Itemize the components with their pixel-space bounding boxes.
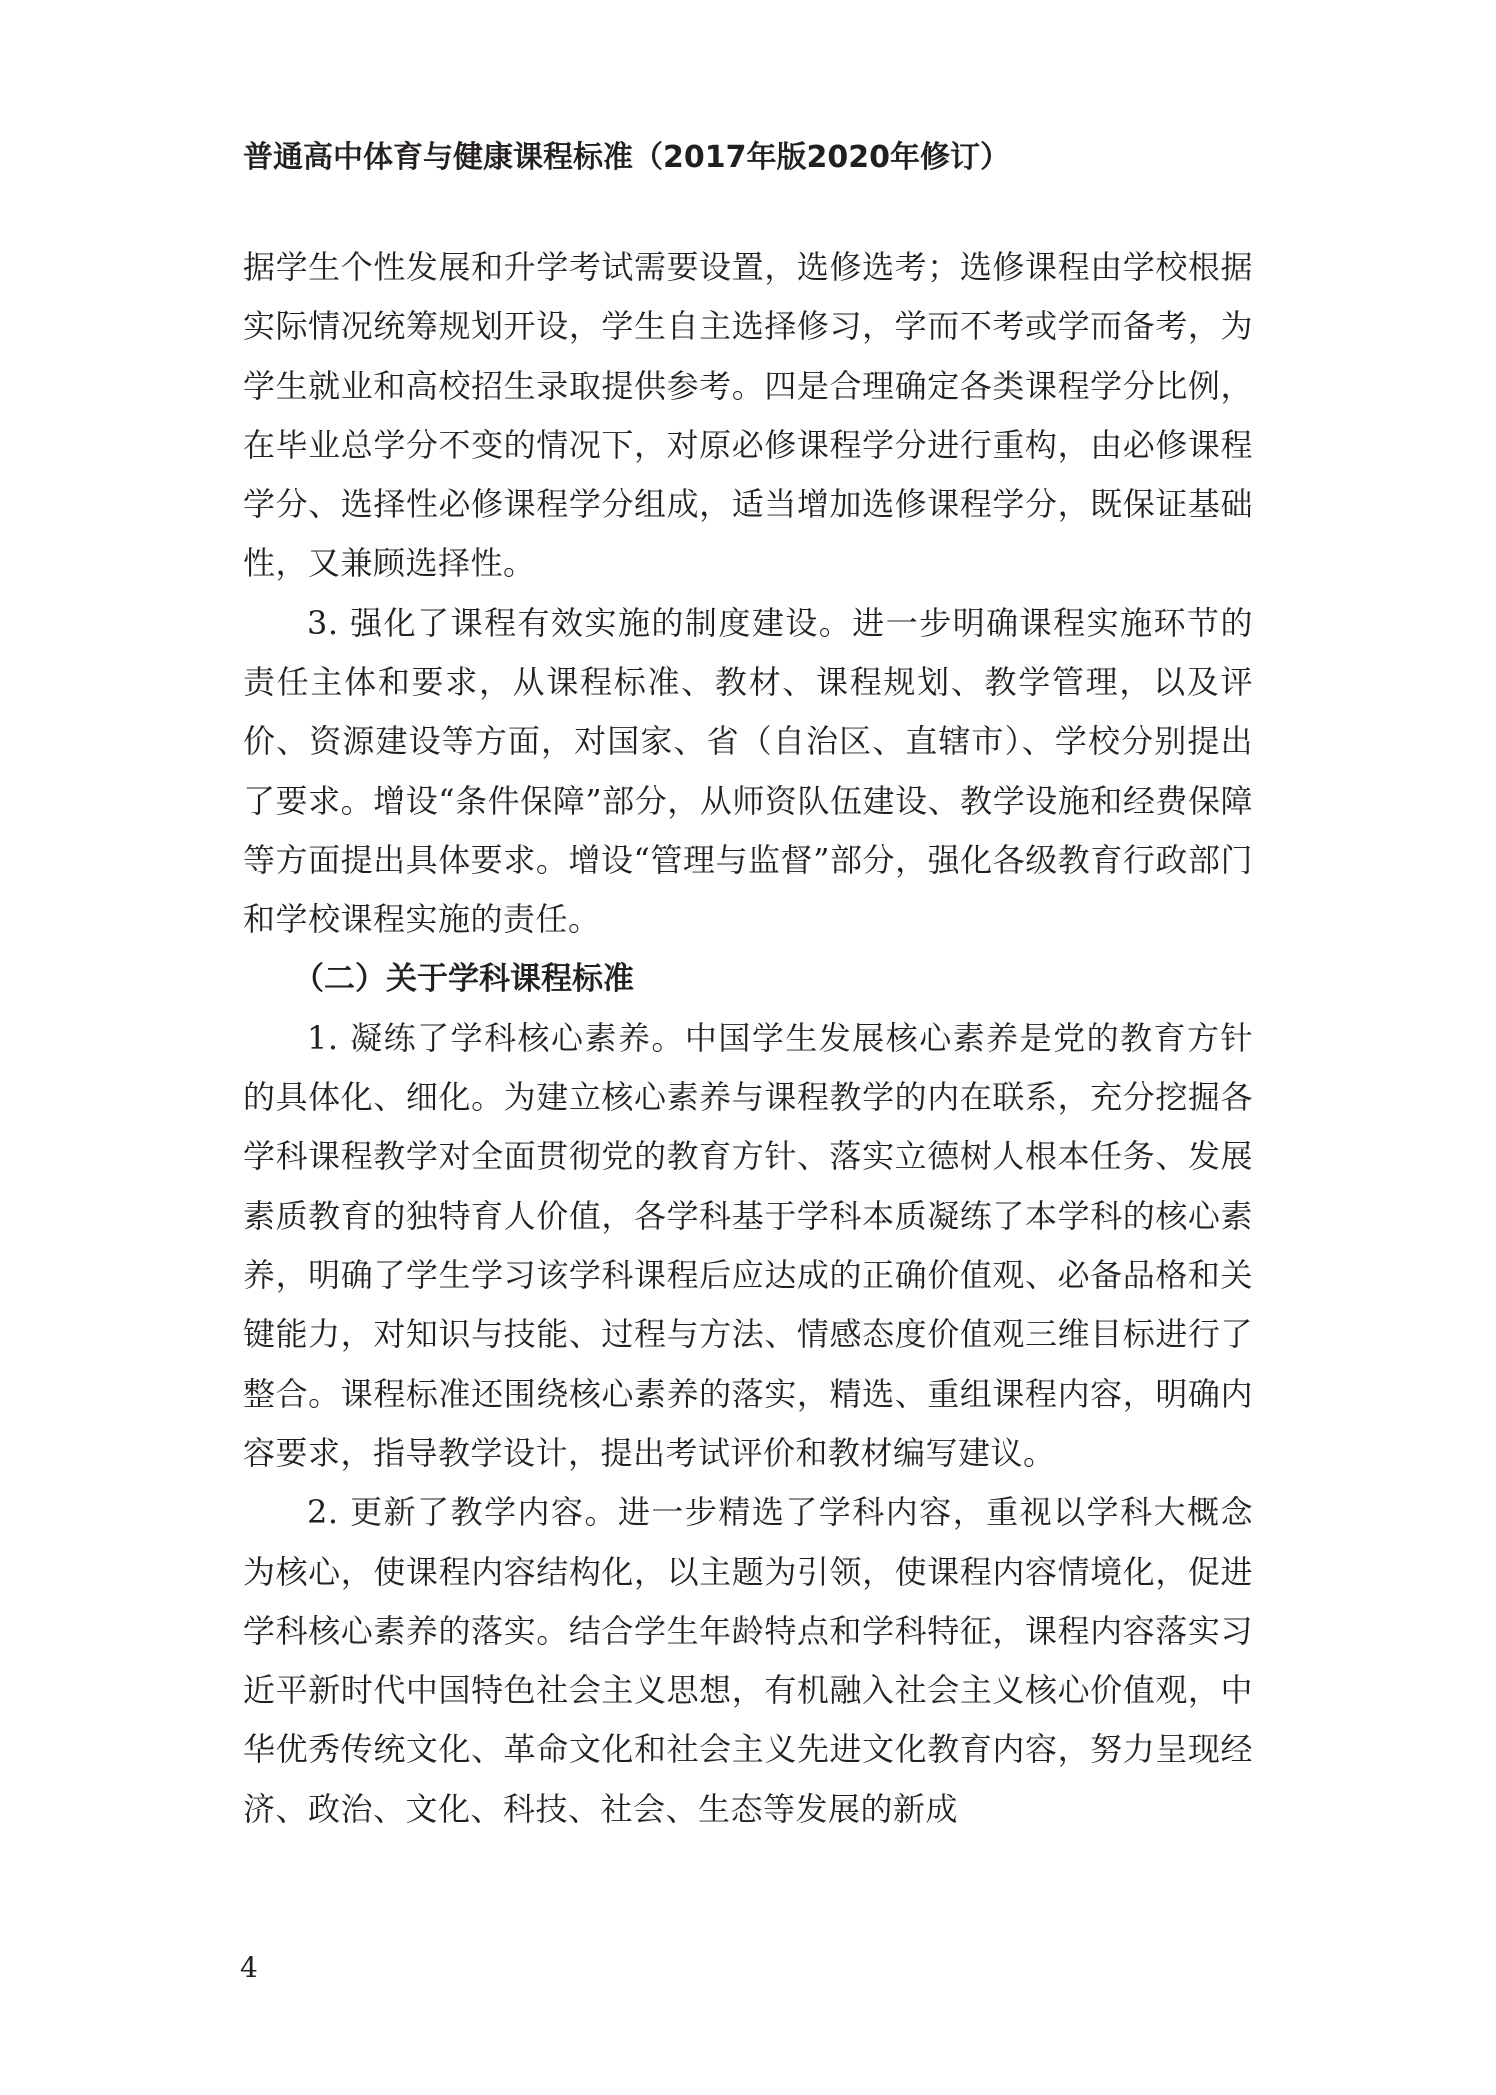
paragraph-item-3: 3. 强化了课程有效实施的制度建设。进一步明确课程实施环节的责任主体和要求，从课程标准、教材、课程规划、教学管理，以及评价、资源建设等方面，对国家、省（自治区、直辖市）、学校分别提出了要求。增设“条件保障”部分，从师资队伍建设、教学设施和经费保障等方面提出具体要求。增设“管理与监督”部分，强化各级教育行政部门和学校课程实施的责任。: [243, 603, 1253, 939]
body-text: [243, 238, 1253, 1839]
paragraph-item-2: 2. 更新了教学内容。进一步精选了学科内容，重视以学科大概念为核心，使课程内容结构化，以主题为引领，使课程内容情境化，促进学科核心素养的落实。结合学生年龄特点和学科特征，课程内容落实习近平新时代中国特色社会主义思想，有机融入社会主义核心价值观，中华优秀传统文化、革命文化和社会主义先进文化教育内容，努力呈现经济、政治、文化、科技、社会、生态等发展的新成: [243, 1493, 1253, 1828]
paragraph-continuation: 据学生个性发展和升学考试需要设置，选修选考；选修课程由学校根据实际情况统筹规划开设，学生自主选择修习，学而不考或学而备考，为学生就业和高校招生录取提供参考。四是合理确定各类课程学分比例，在毕业总学分不变的情况下，对原必修课程学分进行重构，由必修课程学分、选择性必修课程学分组成，适当增加选修课程学分，既保证基础性，又兼顾选择性。: [243, 248, 1253, 583]
paragraph-item-1: 1. 凝练了学科核心素养。中国学生发展核心素养是党的教育方针的具体化、细化。为建立核心素养与课程教学的内在联系，充分挖掘各学科课程教学对全面贯彻党的教育方针、落实立德树人根本任务、发展素质教育的独特育人价值，各学科基于学科本质凝练了本学科的核心素养，明确了学生学习该学科课程后应达成的正确价值观、必备品格和关键能力，对知识与技能、过程与方法、情感态度价值观三维目标进行了整合。课程标准还围绕核心素养的落实，精选、重组课程内容，明确内容要求，指导教学设计，提出考试评价和教材编写建议。: [243, 1018, 1253, 1472]
running-header: 普通高中体育与健康课程标准（2017年版2020年修订）: [243, 140, 1010, 175]
page-number: 4: [240, 1951, 258, 1984]
section-heading: （二）关于学科课程标准: [293, 960, 634, 997]
